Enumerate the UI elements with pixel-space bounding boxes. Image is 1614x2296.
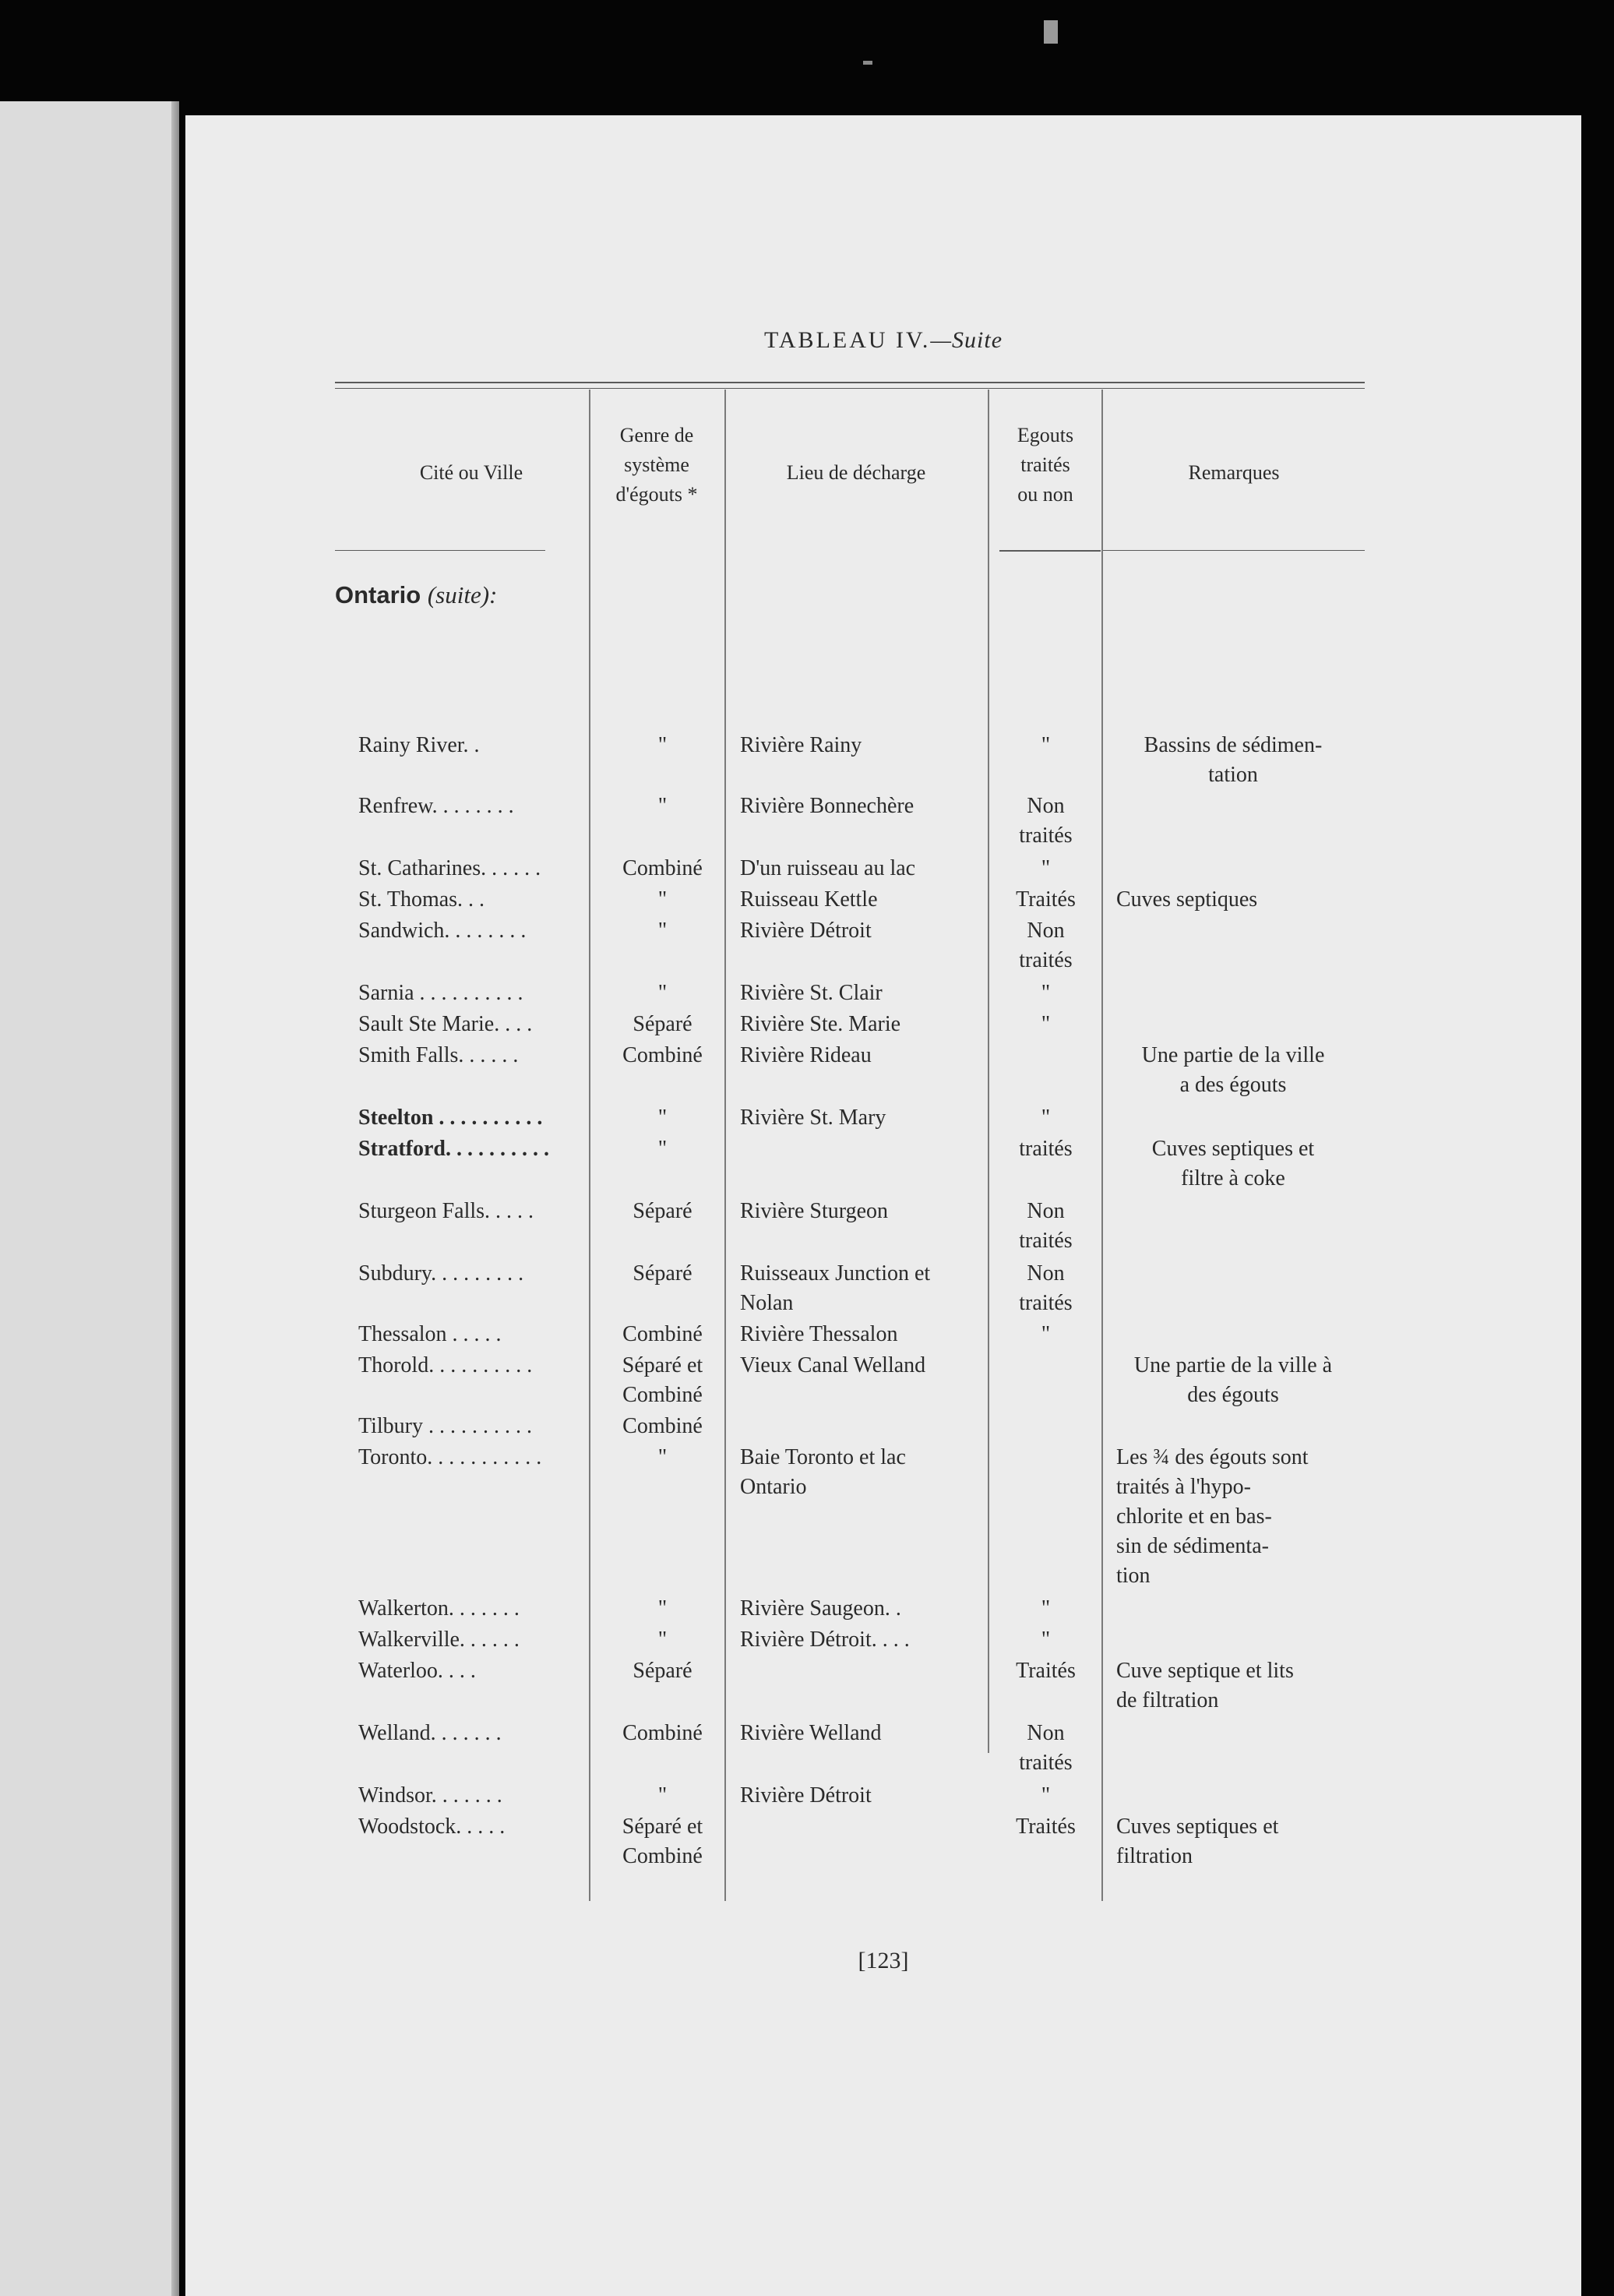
cell-place	[740, 854, 978, 883]
cell-system-line: Séparé et	[622, 1815, 703, 1839]
cell-remarks	[1116, 885, 1350, 915]
cell-place	[740, 731, 978, 760]
cell-system	[602, 854, 723, 883]
page-number: [123]	[858, 1948, 909, 1973]
scan-speck	[863, 61, 872, 65]
cell-treated	[989, 1010, 1102, 1039]
section-name: Ontario	[335, 581, 421, 608]
cell-system-line: "	[657, 981, 668, 1005]
cell-treated-line: "	[1041, 1106, 1051, 1130]
cell-treated	[989, 1259, 1102, 1318]
cell-remarks-line: a des égouts	[1179, 1073, 1287, 1097]
cell-place-line: Rivière Détroit. . . .	[740, 1628, 910, 1652]
cell-place	[740, 1443, 978, 1502]
cell-place	[740, 792, 978, 821]
cell-treated	[989, 1812, 1102, 1842]
cell-system	[602, 1197, 723, 1226]
cell-place-line: Vieux Canal Welland	[740, 1353, 926, 1377]
cell-place-line: Rivière Détroit	[740, 919, 872, 943]
cell-city: Thessalon . . . . .	[358, 1322, 502, 1346]
cell-place-line: Rivière St. Mary	[740, 1106, 886, 1130]
cell-remarks-line: sin de sédimenta-	[1116, 1534, 1269, 1558]
cell-place-line: Rivière Thessalon	[740, 1322, 898, 1346]
section-heading	[335, 581, 497, 609]
cell-remarks-line: tation	[1208, 763, 1258, 787]
cell-remarks-line: des égouts	[1187, 1383, 1279, 1407]
cell-treated-line: "	[1041, 1322, 1051, 1346]
cell-system	[602, 1103, 723, 1133]
cell-place-line: Rivière Rainy	[740, 733, 862, 757]
cell-treated-line: "	[1041, 1012, 1051, 1036]
cell-place	[740, 1259, 978, 1318]
cell-place-line: Baie Toronto et lac	[740, 1445, 906, 1469]
cell-treated	[989, 1197, 1102, 1256]
cell-place-line: Rivière Sturgeon	[740, 1199, 889, 1223]
cell-city: Walkerville. . . . . .	[358, 1628, 520, 1652]
cell-treated	[989, 1320, 1102, 1349]
cell-place	[740, 979, 978, 1008]
cell-treated-line: Non	[1027, 919, 1065, 943]
cell-system	[602, 792, 723, 821]
cell-system	[602, 916, 723, 946]
cell-city: Sturgeon Falls. . . . .	[358, 1199, 534, 1223]
cell-remarks-line: Les ¾ des égouts sont	[1116, 1445, 1309, 1469]
header-rule-remarks	[1103, 550, 1365, 551]
cell-place	[740, 1197, 978, 1226]
cell-system	[602, 1656, 723, 1686]
cell-city: Stratford. . . . . . . . . .	[358, 1137, 549, 1161]
cell-city: Welland. . . . . . .	[358, 1721, 502, 1745]
scan-speck	[1044, 20, 1058, 44]
cell-system	[602, 1625, 723, 1655]
cell-system	[602, 1719, 723, 1748]
cell-system	[602, 1010, 723, 1039]
cell-remarks-line: filtration	[1116, 1844, 1193, 1868]
cell-place	[740, 916, 978, 946]
cell-city: Waterloo. . . .	[358, 1659, 476, 1683]
cell-city: St. Catharines. . . . . .	[358, 856, 541, 880]
header-city	[358, 458, 584, 488]
cell-treated	[989, 1625, 1102, 1655]
cell-remarks-line: Cuves septiques et	[1116, 1815, 1279, 1839]
cell-treated	[989, 979, 1102, 1008]
cell-place-line: Nolan	[740, 1291, 794, 1315]
cell-remarks	[1116, 1041, 1350, 1100]
cell-treated-line: Non	[1027, 1199, 1065, 1223]
cell-place-line: Rivière Détroit	[740, 1783, 872, 1808]
cell-system	[602, 1320, 723, 1349]
cell-system	[602, 979, 723, 1008]
cell-place-line: Rivière Ste. Marie	[740, 1012, 901, 1036]
cell-remarks-line: Une partie de la ville à	[1133, 1353, 1333, 1377]
cell-place-line: Ruisseau Kettle	[740, 887, 878, 912]
cell-place	[740, 1351, 978, 1381]
document-page	[185, 115, 1581, 2296]
cell-treated	[989, 916, 1102, 975]
cell-remarks-line: de filtration	[1116, 1688, 1219, 1712]
cell-system-line: "	[657, 887, 668, 912]
cell-treated-line: "	[1041, 1596, 1051, 1621]
cell-treated-line: traités	[1019, 824, 1073, 848]
header-place	[726, 458, 986, 488]
section-suffix: (suite):	[427, 581, 498, 608]
cell-remarks	[1116, 731, 1350, 790]
header-treated-line-2: traités	[1020, 453, 1070, 476]
cell-place-line: Ontario	[740, 1475, 807, 1499]
cell-place-line: Ruisseaux Junction et	[740, 1261, 931, 1286]
header-rule-city	[335, 550, 545, 551]
cell-remarks-line: Cuves septiques	[1116, 887, 1258, 912]
cell-system	[602, 1041, 723, 1070]
cell-remarks-line: traités à l'hypo-	[1116, 1475, 1251, 1499]
cell-remarks-line: Cuve septique et lits	[1116, 1659, 1294, 1683]
cell-place	[740, 885, 978, 915]
cell-system-line: Combiné	[622, 856, 703, 880]
cell-system-line: "	[657, 1106, 668, 1130]
cell-place	[740, 1781, 978, 1811]
cell-system-line: Combiné	[622, 1721, 703, 1745]
cell-place	[740, 1320, 978, 1349]
cell-system-line: Combiné	[622, 1322, 703, 1346]
cell-treated	[989, 1719, 1102, 1778]
cell-system	[602, 731, 723, 760]
cell-system	[602, 1134, 723, 1164]
cell-city: Steelton . . . . . . . . . .	[358, 1106, 543, 1130]
cell-treated	[989, 1781, 1102, 1811]
cell-treated-line: Non	[1027, 794, 1065, 818]
header-system-line-1: Genre de	[619, 424, 694, 446]
header-rule-treated	[999, 550, 1101, 552]
cell-system	[602, 1443, 723, 1472]
cell-city: Sandwich. . . . . . . .	[358, 919, 527, 943]
cell-treated	[989, 854, 1102, 883]
cell-system-line: "	[657, 1137, 668, 1161]
cell-treated-line: "	[1041, 856, 1051, 880]
cell-remarks	[1116, 1812, 1350, 1871]
cell-treated-line: "	[1041, 1783, 1051, 1808]
cell-treated-line: traités	[1019, 1291, 1073, 1315]
cell-city: Smith Falls. . . . . .	[358, 1043, 519, 1067]
header-treated-line-3: ou non	[1017, 483, 1073, 506]
cell-system-line: Séparé et	[622, 1353, 703, 1377]
header-remarks-line: Remarques	[1188, 461, 1280, 484]
cell-city: Woodstock. . . . .	[358, 1815, 506, 1839]
cell-system	[602, 1812, 723, 1871]
cell-remarks-line: Bassins de sédimen-	[1144, 733, 1323, 757]
header-system	[590, 421, 723, 510]
cell-city: Walkerton. . . . . . .	[358, 1596, 520, 1621]
cell-place-line: Rivière Rideau	[740, 1043, 872, 1067]
cell-city: Tilbury . . . . . . . . . .	[358, 1414, 533, 1438]
cell-place	[740, 1625, 978, 1655]
cell-treated-line: "	[1041, 733, 1051, 757]
cell-treated-line: traités	[1019, 1751, 1073, 1775]
cell-system-line: "	[657, 1783, 668, 1808]
cell-place	[740, 1719, 978, 1748]
header-treated	[989, 421, 1101, 510]
cell-system	[602, 1412, 723, 1441]
cell-city: Rainy River. .	[358, 733, 480, 757]
table-top-rule	[335, 382, 1365, 383]
cell-treated	[989, 1103, 1102, 1133]
cell-treated	[989, 1656, 1102, 1686]
cell-treated-line: Non	[1027, 1261, 1065, 1286]
cell-city: Toronto. . . . . . . . . . .	[358, 1445, 542, 1469]
cell-treated	[989, 1134, 1102, 1164]
cell-treated-line: traités	[1019, 1137, 1073, 1161]
cell-place	[740, 1103, 978, 1133]
cell-system-line: "	[657, 1628, 668, 1652]
cell-system	[602, 1781, 723, 1811]
cell-system-line: Combiné	[622, 1043, 703, 1067]
cell-treated-line: traités	[1019, 1229, 1073, 1253]
cell-system-line: Combiné	[622, 1844, 703, 1868]
cell-remarks-line: chlorite et en bas-	[1116, 1504, 1272, 1529]
table-title-main: TABLEAU IV.	[763, 327, 931, 353]
facing-page-edge	[171, 101, 179, 2296]
cell-place-line: D'un ruisseau au lac	[740, 856, 916, 880]
cell-remarks-line: Une partie de la ville	[1141, 1043, 1325, 1067]
cell-remarks	[1116, 1656, 1350, 1716]
cell-system-line: Séparé	[633, 1261, 692, 1286]
cell-place	[740, 1010, 978, 1039]
cell-treated-line: Traités	[1016, 887, 1076, 912]
cell-treated	[989, 885, 1102, 915]
cell-system-line: Combiné	[622, 1383, 703, 1407]
cell-system-line: Séparé	[633, 1659, 692, 1683]
cell-remarks	[1116, 1351, 1350, 1410]
cell-city: Sarnia . . . . . . . . . .	[358, 981, 523, 1005]
facing-page	[0, 101, 179, 2296]
cell-remarks	[1116, 1443, 1350, 1591]
header-system-line-2: système	[624, 453, 689, 476]
cell-treated-line: Traités	[1016, 1659, 1076, 1683]
cell-city: Sault Ste Marie. . . .	[358, 1012, 533, 1036]
header-system-line-3: d'égouts *	[615, 483, 698, 506]
cell-treated-line: "	[1041, 981, 1051, 1005]
cell-treated	[989, 792, 1102, 851]
cell-treated-line: Non	[1027, 1721, 1065, 1745]
cell-system	[602, 1351, 723, 1410]
cell-system-line: "	[657, 919, 668, 943]
table-title	[185, 327, 1581, 354]
cell-treated-line: traités	[1019, 948, 1073, 972]
cell-system-line: "	[657, 1596, 668, 1621]
cell-system-line: "	[657, 733, 668, 757]
cell-place-line: Rivière Welland	[740, 1721, 882, 1745]
cell-place-line: Rivière Bonnechère	[740, 794, 914, 818]
cell-remarks-line: filtre à coke	[1181, 1166, 1285, 1190]
cell-system-line: "	[657, 794, 668, 818]
cell-treated-line: "	[1041, 1628, 1051, 1652]
cell-treated-line: Traités	[1016, 1815, 1076, 1839]
cell-treated	[989, 731, 1102, 760]
cell-system-line: Séparé	[633, 1012, 692, 1036]
cell-city: Thorold. . . . . . . . . .	[358, 1353, 533, 1377]
cell-city: Renfrew. . . . . . . .	[358, 794, 514, 818]
column-divider-2	[724, 390, 726, 1901]
cell-remarks-line: tion	[1116, 1564, 1151, 1588]
cell-treated	[989, 1594, 1102, 1624]
table-top-rule-thin	[335, 388, 1365, 389]
cell-city: Subdury. . . . . . . . .	[358, 1261, 524, 1286]
cell-place-line: Rivière St. Clair	[740, 981, 883, 1005]
cell-place-line: Rivière Saugeon. .	[740, 1596, 901, 1621]
cell-system-line: Combiné	[622, 1414, 703, 1438]
cell-remarks	[1116, 1134, 1350, 1194]
header-city-line: Cité ou Ville	[419, 461, 523, 484]
cell-system	[602, 1594, 723, 1624]
header-place-line: Lieu de décharge	[786, 461, 926, 484]
header-remarks	[1103, 458, 1365, 488]
cell-remarks-line: Cuves septiques et	[1151, 1137, 1315, 1161]
cell-place	[740, 1594, 978, 1624]
cell-system-line: "	[657, 1445, 668, 1469]
cell-city: Windsor. . . . . . .	[358, 1783, 502, 1808]
cell-place	[740, 1041, 978, 1070]
cell-system	[602, 885, 723, 915]
column-divider-3	[988, 390, 989, 1753]
cell-system	[602, 1259, 723, 1289]
header-treated-line-1: Egouts	[1017, 424, 1074, 446]
cell-city: St. Thomas. . .	[358, 887, 485, 912]
cell-system-line: Séparé	[633, 1199, 692, 1223]
table-title-suite: —Suite	[930, 327, 1003, 353]
